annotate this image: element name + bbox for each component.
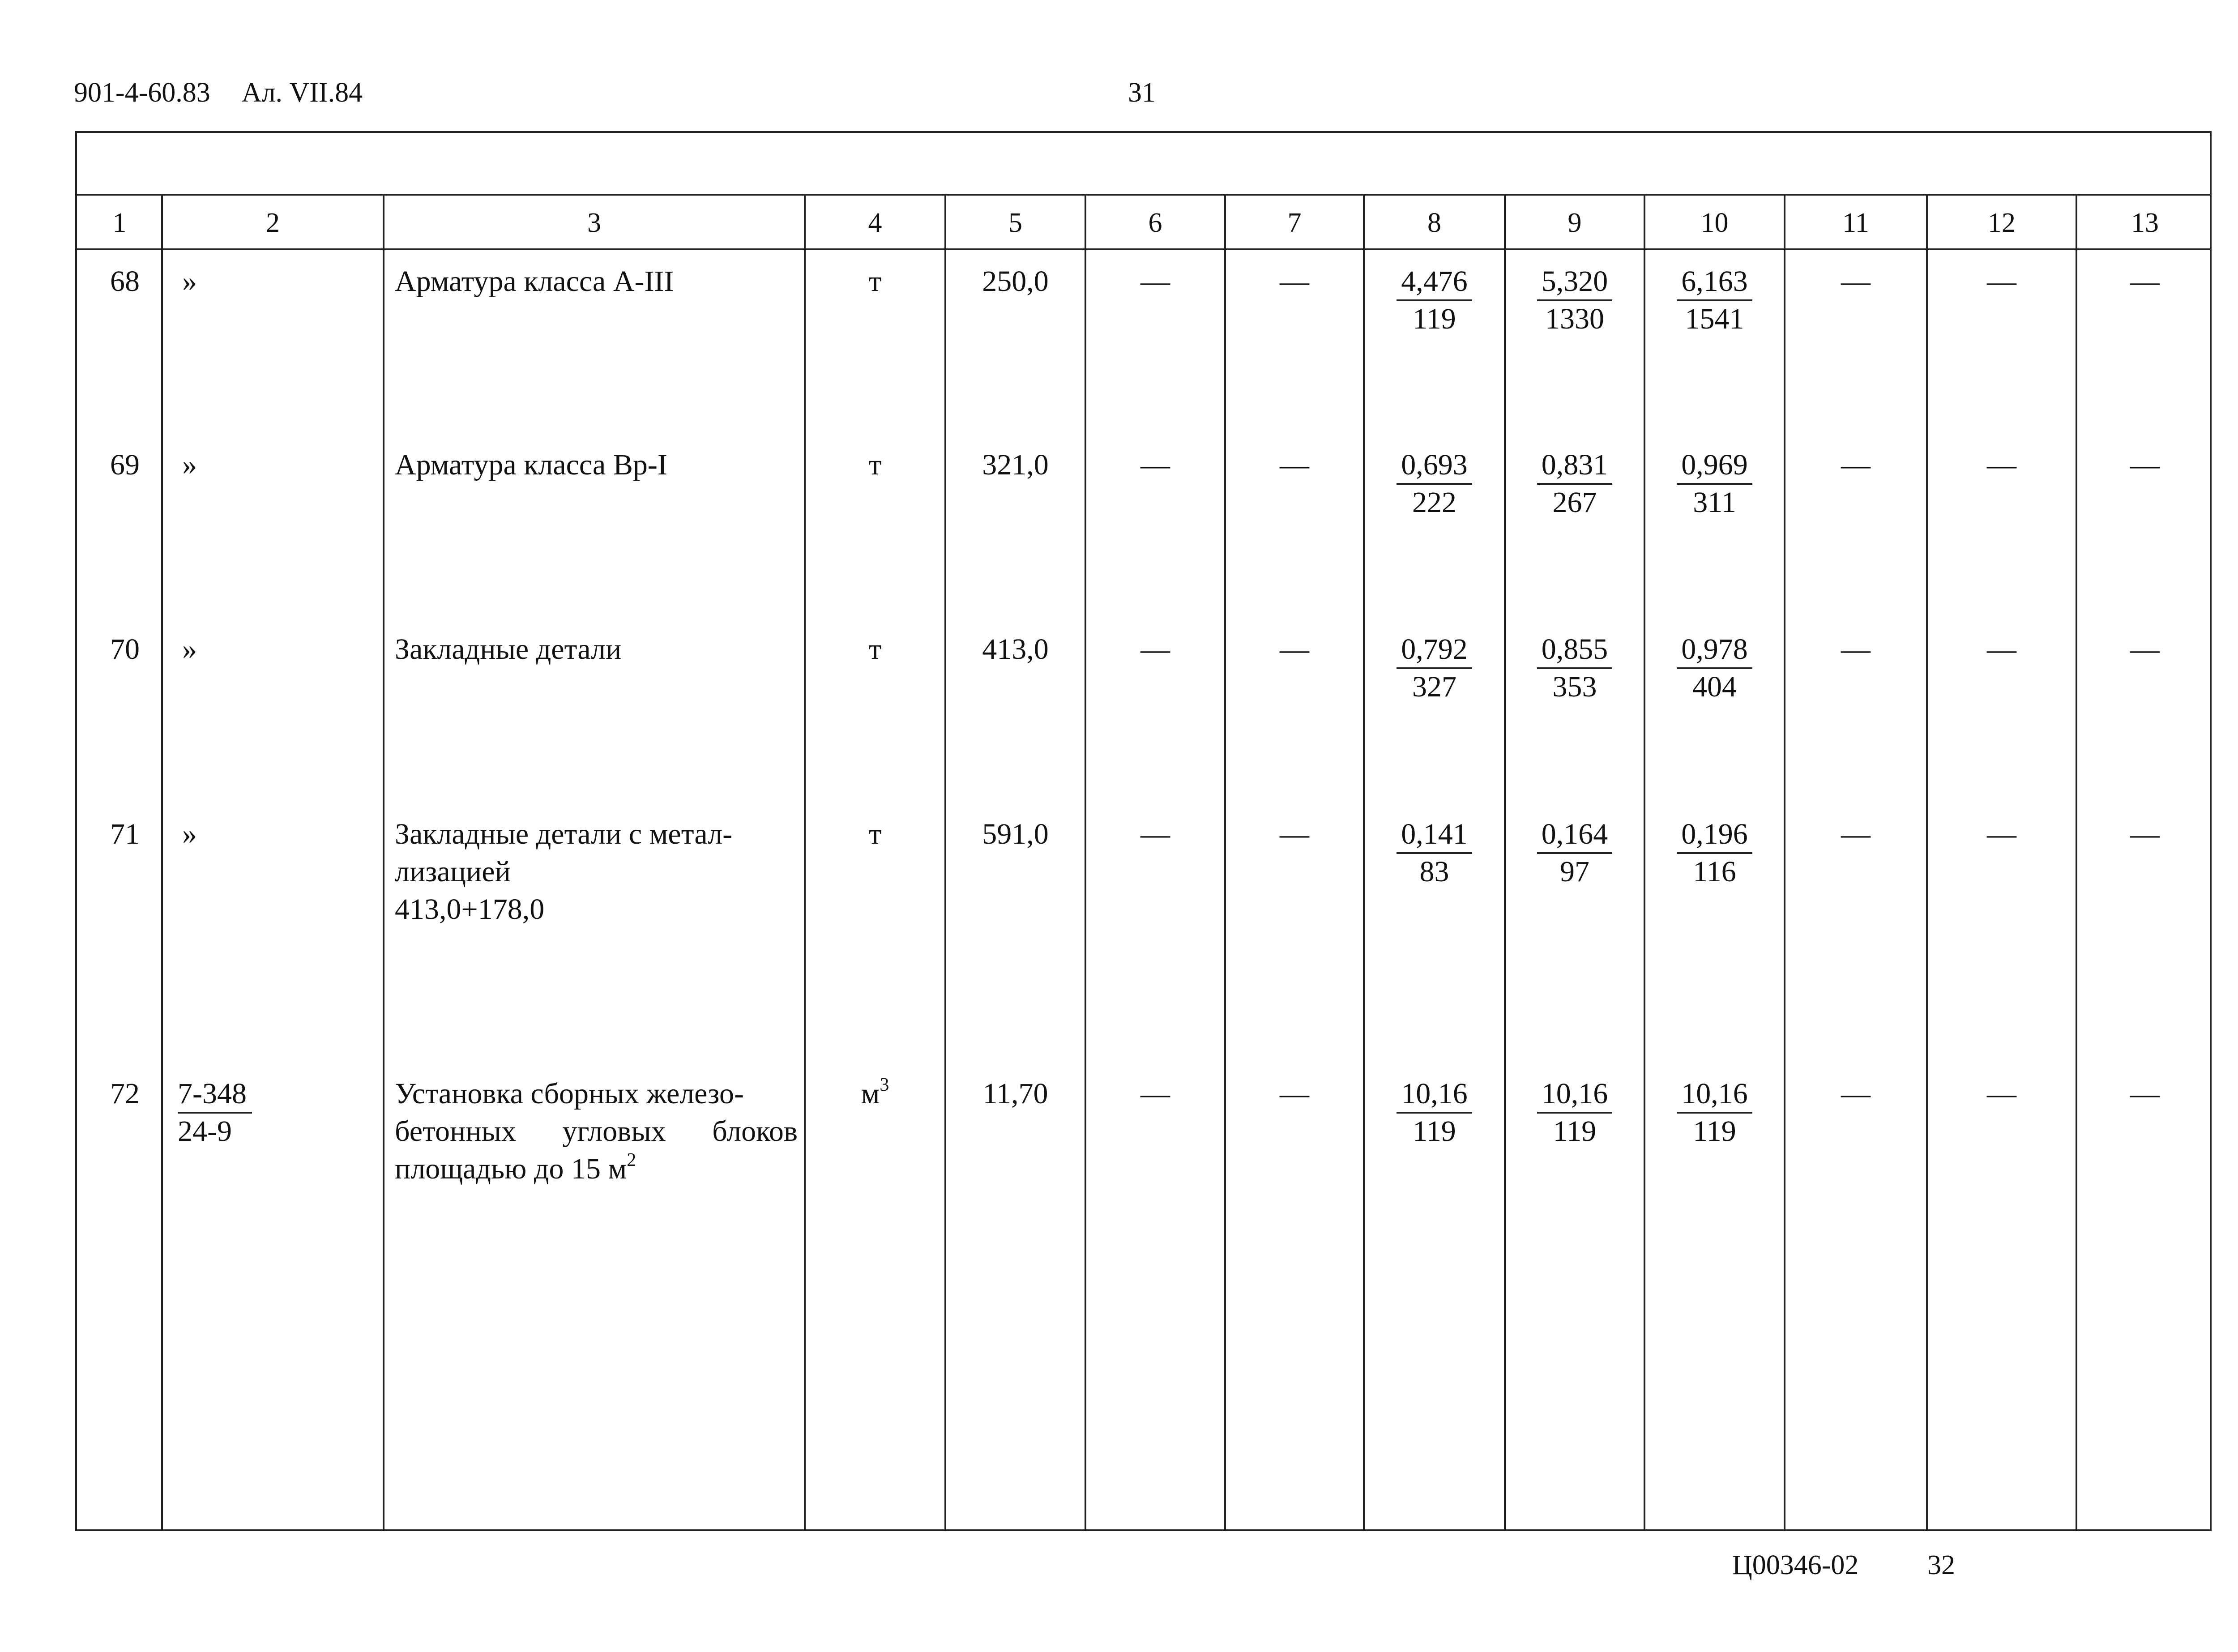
column-divider: [804, 196, 806, 1529]
column-number: 8: [1427, 208, 1441, 238]
row-c10-fraction: [1644, 816, 1785, 890]
row-col6: —: [1140, 265, 1170, 298]
fraction-top: 10,16: [1677, 1076, 1752, 1114]
row-name: [395, 1075, 798, 1188]
column-number: 1: [112, 208, 127, 238]
row-quantity: 413,0: [982, 633, 1049, 666]
row-reference: [178, 1076, 252, 1149]
row-c8-fraction: [1364, 447, 1505, 521]
row-unit: т: [868, 633, 882, 666]
row-c12: —: [1987, 818, 2016, 850]
fraction-top: 0,164: [1537, 816, 1613, 854]
row-col7: —: [1280, 265, 1309, 298]
row-name: [395, 263, 798, 300]
row-number: 70: [110, 633, 140, 666]
row-col7: —: [1280, 1077, 1309, 1110]
row-c8-fraction: [1364, 1076, 1505, 1149]
row-name: [395, 631, 798, 668]
fraction-top: 0,855: [1537, 632, 1613, 669]
fraction-bottom: 311: [1693, 486, 1736, 519]
row-c8-fraction: [1364, 632, 1505, 705]
fraction-bottom: 83: [1419, 855, 1449, 888]
column-divider: [944, 196, 946, 1529]
row-quantity: 591,0: [982, 818, 1049, 850]
column-number: 13: [2131, 208, 2159, 238]
row-col7: —: [1280, 633, 1309, 666]
row-col6: —: [1140, 633, 1170, 666]
fraction-bottom: 119: [1413, 303, 1456, 335]
row-reference: »: [182, 265, 197, 298]
fraction-top: 0,141: [1397, 816, 1472, 854]
row-c10-fraction: [1644, 1076, 1785, 1149]
row-c11: —: [1841, 448, 1871, 481]
row-quantity: 11,70: [982, 1077, 1048, 1110]
row-name: [395, 815, 798, 928]
row-c10-fraction: [1644, 632, 1785, 705]
sheet-code: Ц00346-02: [1732, 1550, 1859, 1580]
column-divider: [1926, 196, 1928, 1529]
row-reference: »: [182, 818, 197, 850]
column-number: 11: [1842, 208, 1869, 238]
row-c13: —: [2130, 265, 2160, 298]
row-c12: —: [1987, 265, 2016, 298]
row-quantity: 250,0: [982, 265, 1049, 298]
column-number: 12: [1988, 208, 2016, 238]
row-col6: —: [1140, 818, 1170, 850]
row-unit: т: [868, 818, 882, 850]
column-number: 4: [868, 208, 882, 238]
name-line: бетонных угловых блоков: [395, 1115, 798, 1148]
column-number: 7: [1287, 208, 1302, 238]
row-c11: —: [1841, 265, 1871, 298]
row-c9-fraction: [1505, 1076, 1644, 1149]
reference-top: 7-348: [178, 1076, 252, 1114]
fraction-top: 10,16: [1537, 1076, 1613, 1114]
document-code: 901-4-60.83 Ал. VII.84: [74, 77, 363, 108]
row-name: [395, 446, 798, 484]
row-c11: —: [1841, 633, 1871, 666]
row-c11: —: [1841, 1077, 1871, 1110]
row-c9-fraction: [1505, 632, 1644, 705]
fraction-bottom: 267: [1552, 486, 1597, 519]
column-number: 3: [587, 208, 601, 238]
fraction-bottom: 353: [1552, 670, 1597, 703]
fraction-bottom: 222: [1412, 486, 1456, 519]
name-line: Закладные детали: [395, 633, 622, 666]
fraction-top: 4,476: [1397, 264, 1472, 301]
row-unit: т: [868, 448, 882, 481]
row-c13: —: [2130, 1077, 2160, 1110]
fraction-bottom: 327: [1412, 670, 1456, 703]
column-divider: [1224, 196, 1226, 1529]
fraction-bottom: 1541: [1685, 303, 1744, 335]
row-c11: —: [1841, 818, 1871, 850]
row-c9-fraction: [1505, 447, 1644, 521]
column-number: 6: [1148, 208, 1162, 238]
column-divider: [383, 196, 384, 1529]
row-reference: »: [182, 448, 197, 481]
column-number: 10: [1700, 208, 1729, 238]
fraction-bottom: 1330: [1545, 303, 1604, 335]
row-col7: —: [1280, 818, 1309, 850]
fraction-top: 5,320: [1537, 264, 1613, 301]
column-number: 5: [1008, 208, 1022, 238]
row-col6: —: [1140, 448, 1170, 481]
fraction-bottom: 404: [1692, 670, 1737, 703]
row-number: 69: [110, 448, 140, 481]
unit-superscript: 3: [880, 1075, 889, 1095]
row-c9-fraction: [1505, 264, 1644, 337]
column-divider: [2076, 196, 2077, 1529]
fraction-bottom: 119: [1553, 1115, 1597, 1148]
album-code: Ал. VII.84: [241, 77, 363, 108]
row-number: 68: [110, 265, 140, 298]
row-unit: $м^3$: [861, 1075, 889, 1110]
column-number: 9: [1567, 208, 1582, 238]
row-c13: —: [2130, 818, 2160, 850]
fraction-top: 0,831: [1537, 447, 1613, 485]
column-number: 2: [266, 208, 280, 238]
row-col7: —: [1280, 448, 1309, 481]
row-c13: —: [2130, 633, 2160, 666]
row-unit: т: [868, 265, 882, 298]
name-line: Установка сборных железо-: [395, 1077, 744, 1110]
name-superscript: 2: [627, 1150, 636, 1170]
row-c12: —: [1987, 1077, 2016, 1110]
name-line: Арматура класса Вр-I: [395, 448, 667, 481]
column-divider: [161, 196, 163, 1529]
fraction-top: 0,693: [1397, 447, 1472, 485]
row-number: 72: [110, 1077, 140, 1110]
name-line: 413,0+178,0: [395, 893, 545, 926]
row-c10-fraction: [1644, 264, 1785, 337]
name-line: лизацией: [395, 855, 511, 888]
row-reference: »: [182, 633, 197, 666]
fraction-top: 0,978: [1677, 632, 1752, 669]
fraction-bottom: 97: [1560, 855, 1589, 888]
fraction-bottom: 119: [1413, 1115, 1456, 1148]
row-c10-fraction: [1644, 447, 1785, 521]
name-line: Закладные детали с метал-: [395, 818, 733, 850]
name-line: площадью до 15 $м^2$: [395, 1150, 636, 1185]
table-header-band: [77, 133, 2210, 196]
fraction-bottom: 119: [1693, 1115, 1736, 1148]
fraction-top: 0,969: [1677, 447, 1752, 485]
row-c12: —: [1987, 448, 2016, 481]
name-line: Арматура класса А-III: [395, 265, 674, 298]
row-col6: —: [1140, 1077, 1170, 1110]
fraction-top: 6,163: [1677, 264, 1752, 301]
row-number: 71: [110, 818, 140, 850]
row-c8-fraction: [1364, 264, 1505, 337]
row-quantity: 321,0: [982, 448, 1049, 481]
fraction-top: 0,196: [1677, 816, 1752, 854]
row-c12: —: [1987, 633, 2016, 666]
sheet-number: 32: [1927, 1550, 1955, 1580]
estimate-table: [75, 131, 2212, 1531]
fraction-top: 0,792: [1397, 632, 1472, 669]
fraction-bottom: 116: [1693, 855, 1736, 888]
reference-bottom: 24-9: [178, 1115, 232, 1148]
page-number: 31: [1128, 77, 1156, 108]
row-c8-fraction: [1364, 816, 1505, 890]
column-divider: [1085, 196, 1086, 1529]
row-c9-fraction: [1505, 816, 1644, 890]
fraction-top: 10,16: [1397, 1076, 1472, 1114]
row-c13: —: [2130, 448, 2160, 481]
